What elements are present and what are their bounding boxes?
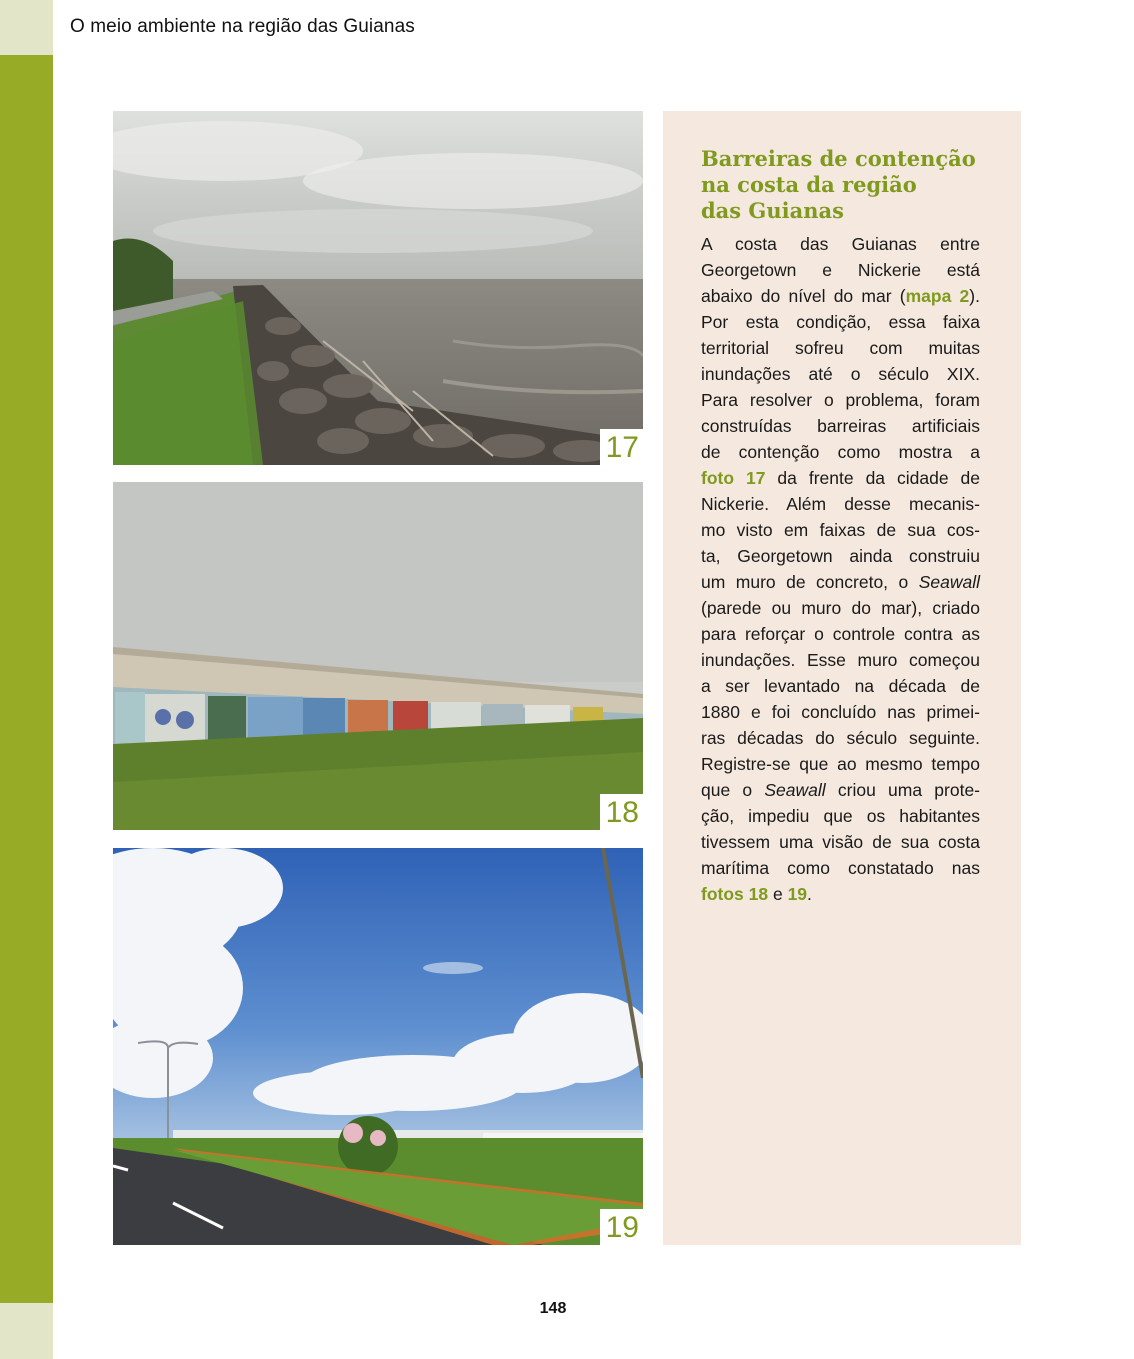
body-line: ras décadas do século seguinte. (701, 728, 980, 748)
body-line: tivessem uma visão de sua costa (701, 832, 980, 852)
body-line: a ser levantado na década de (701, 676, 980, 696)
body-line: (parede ou muro do mar), criado (701, 598, 980, 618)
margin-strip (0, 55, 53, 1303)
page-number: 148 (539, 1300, 567, 1317)
photo-reference: 19 (787, 884, 808, 904)
running-title: O meio ambiente na região das Guianas (70, 16, 415, 37)
body-line: territorial sofreu com muitas (701, 338, 980, 358)
sidebar-title-line: das Guianas (701, 198, 844, 223)
photo-number-17: 17 (600, 429, 643, 465)
sidebar-body (701, 231, 980, 907)
photo-18-seawall (113, 482, 643, 830)
body-line: foto 17 da frente da cidade de (701, 468, 980, 488)
body-line: Registre-se que ao mesmo tempo (701, 754, 980, 774)
photo-reference: foto 17 (701, 468, 766, 488)
body-line: Para resolver o problema, foram (701, 390, 980, 410)
body-line: fotos 18 e 19. (701, 884, 812, 904)
body-line: inundações até o século XIX. (701, 364, 980, 384)
body-line: inundações. Esse muro começou (701, 650, 980, 670)
body-line: Georgetown e Nickerie está (701, 260, 980, 280)
sidebar-title-line: na costa da região (701, 172, 917, 197)
map-reference: mapa 2 (905, 286, 970, 306)
sidebar-title (701, 146, 991, 224)
body-line: A costa das Guianas entre (701, 234, 980, 254)
body-line: mo visto em faixas de sua cos- (701, 520, 980, 540)
body-line: 1880 e foi concluído nas primei- (701, 702, 980, 722)
photo-19-road (113, 848, 643, 1245)
photo-number-19: 19 (600, 1209, 643, 1245)
body-line: de contenção como mostra a (701, 442, 980, 462)
body-line: um muro de concreto, o Seawall (701, 572, 980, 592)
margin-strip-top (0, 0, 53, 55)
body-line: Nickerie. Além desse mecanis- (701, 494, 980, 514)
body-line: Por esta condição, essa faixa (701, 312, 980, 332)
body-line: abaixo do nível do mar (mapa 2). (701, 286, 980, 306)
body-line: para reforçar o controle contra as (701, 624, 980, 644)
body-line: que o Seawall criou uma prote- (701, 780, 981, 800)
sidebar-title-line: Barreiras de contenção (701, 146, 976, 171)
photo-number-18: 18 (600, 794, 643, 830)
body-line: ção, impediu que os habitantes (701, 806, 980, 826)
body-line: construídas barreiras artificiais (701, 416, 980, 436)
sidebar-box (663, 111, 1021, 1245)
body-line: ta, Georgetown ainda construiu (701, 546, 980, 566)
photo-17-coastline (113, 111, 643, 465)
body-line: marítima como constatado nas (701, 858, 980, 878)
photo-reference: fotos 18 (701, 884, 769, 904)
